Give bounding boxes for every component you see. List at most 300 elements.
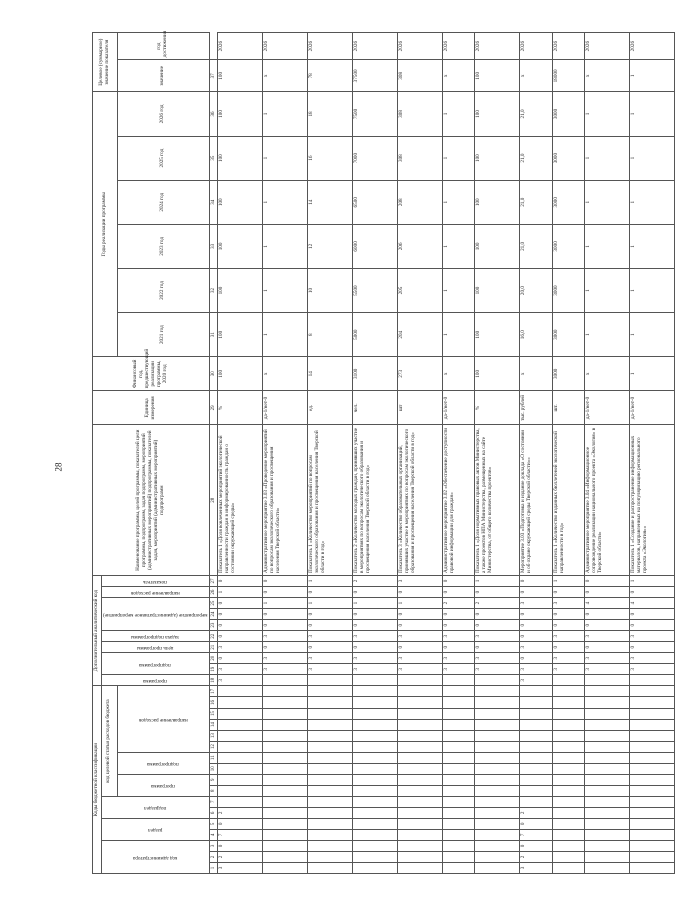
code-cell: 2: [353, 575, 398, 586]
row-target-value: 78: [308, 60, 353, 92]
code-cell: 2: [520, 807, 552, 818]
code-cell: [475, 697, 520, 708]
row-fin-year: 14: [308, 357, 353, 391]
code-cell: [263, 851, 308, 862]
code-cell: [443, 697, 475, 708]
row-unit: тыс. рублей: [520, 391, 552, 425]
code-cell: [308, 818, 353, 829]
code-cell: 3: [552, 598, 584, 609]
code-cell: [584, 785, 629, 796]
code-cell: [353, 675, 398, 686]
code-cell: 0: [584, 620, 629, 631]
code-cell: [443, 840, 475, 851]
code-cell: [443, 818, 475, 829]
code-cell: [629, 807, 674, 818]
row-year-value: 1: [584, 268, 629, 312]
code-cell: 1: [475, 575, 520, 586]
code-cell: [584, 675, 629, 686]
code-cell: [308, 763, 353, 774]
code-cell: 0: [629, 609, 674, 620]
code-cell: 2: [520, 851, 552, 862]
code-cell: [520, 785, 552, 796]
header-year-5: 2025 год: [117, 136, 209, 180]
code-cell: 3: [552, 631, 584, 642]
code-cell: [353, 829, 398, 840]
row-fin-year: 100: [475, 357, 520, 391]
code-cell: [398, 862, 443, 873]
code-cell: [263, 763, 308, 774]
row-target-year: 2026: [520, 33, 552, 60]
code-cell: [353, 774, 398, 785]
code-cell: 0: [475, 609, 520, 620]
code-cell: [443, 730, 475, 741]
code-cell: [443, 719, 475, 730]
code-cell: [552, 807, 584, 818]
code-cell: [308, 862, 353, 873]
code-cell: [629, 708, 674, 719]
code-cell: [629, 862, 674, 873]
header-target-year: год достижения: [117, 33, 209, 60]
code-cell: [353, 719, 398, 730]
column-number: 1: [209, 862, 218, 873]
code-cell: 0: [263, 620, 308, 631]
code-cell: [443, 675, 475, 686]
code-cell: 0: [443, 587, 475, 598]
row-target-year: 2026: [398, 33, 443, 60]
code-cell: 3: [475, 653, 520, 664]
code-cell: 3: [218, 675, 263, 686]
row-fin-year: х: [263, 357, 308, 391]
code-cell: [398, 730, 443, 741]
table-row: [218, 33, 263, 874]
code-cell: 3: [584, 653, 629, 664]
row-year-value: 1: [443, 268, 475, 312]
code-cell: 0: [308, 642, 353, 653]
code-cell: 1: [308, 598, 353, 609]
header-section: раздел: [101, 818, 209, 840]
row-target-value: 37500: [353, 60, 398, 92]
code-cell: 3: [520, 862, 552, 873]
column-number: 33: [209, 224, 218, 268]
row-unit: да-1/нет-0: [629, 391, 674, 425]
code-cell: [475, 785, 520, 796]
row-target-year: 2026: [353, 33, 398, 60]
column-number: 21: [209, 642, 218, 653]
column-number: 6: [209, 807, 218, 818]
row-fin-year: 100: [218, 357, 263, 391]
code-cell: 7: [218, 829, 263, 840]
row-year-value: 6000: [353, 224, 398, 268]
column-number: 32: [209, 268, 218, 312]
code-cell: [218, 697, 263, 708]
table-row: [475, 33, 520, 874]
column-number: 19: [209, 664, 218, 675]
code-cell: 7: [520, 829, 552, 840]
column-number: 15: [209, 708, 218, 719]
column-number: 12: [209, 741, 218, 752]
code-cell: [398, 796, 443, 807]
row-year-value: 1: [263, 180, 308, 224]
code-cell: [552, 697, 584, 708]
row-fin-year: 3000: [552, 357, 584, 391]
row-year-value: 21,0: [520, 92, 552, 136]
table-row: [398, 33, 443, 874]
column-number: 24: [209, 609, 218, 620]
column-number: 18: [209, 675, 218, 686]
column-number: 2: [209, 851, 218, 862]
code-cell: [353, 697, 398, 708]
code-cell: [308, 730, 353, 741]
code-cell: [584, 851, 629, 862]
code-cell: [584, 829, 629, 840]
code-cell: [520, 741, 552, 752]
code-cell: [353, 862, 398, 873]
row-name: Показатель 2 «Количество молодых граждан, принявших участие в мероприятиях по вопросам экологического образования и просвещения населения Тверской области в год»: [353, 425, 398, 575]
code-cell: [552, 862, 584, 873]
code-cell: 0: [353, 620, 398, 631]
code-cell: 3: [629, 631, 674, 642]
code-cell: 0: [218, 631, 263, 642]
code-cell: 0: [263, 609, 308, 620]
code-cell: 3: [520, 664, 552, 675]
code-cell: [475, 719, 520, 730]
code-cell: [353, 752, 398, 763]
code-cell: [629, 840, 674, 851]
row-target-value: х: [520, 60, 552, 92]
header-subprogram: подпрограмма: [101, 653, 209, 675]
code-cell: [552, 851, 584, 862]
column-number: 3: [209, 840, 218, 851]
header-year-2: 2022 год: [117, 268, 209, 312]
code-cell: [629, 730, 674, 741]
code-cell: 1: [263, 598, 308, 609]
row-year-value: 21,0: [520, 224, 552, 268]
code-cell: [552, 818, 584, 829]
code-cell: 3: [218, 862, 263, 873]
code-cell: 3: [520, 675, 552, 686]
code-cell: 3: [398, 653, 443, 664]
code-cell: [475, 829, 520, 840]
column-number: 37: [209, 60, 218, 92]
row-fin-year: х: [584, 357, 629, 391]
code-cell: 0: [353, 642, 398, 653]
header-year-6: 2026 год: [117, 92, 209, 136]
code-cell: [398, 697, 443, 708]
code-cell: [308, 829, 353, 840]
code-cell: 3: [308, 664, 353, 675]
header-fin-year: Финансовый год, предшествующий реализации программы, 2020 год: [93, 357, 210, 391]
row-year-value: 1: [263, 268, 308, 312]
code-cell: 0: [263, 587, 308, 598]
row-target-year: 2026: [308, 33, 353, 60]
row-unit: да-1/нет-0: [263, 391, 308, 425]
code-cell: 3: [308, 653, 353, 664]
row-year-value: 1: [443, 136, 475, 180]
code-cell: 0: [218, 840, 263, 851]
code-cell: [308, 708, 353, 719]
column-number: 31: [209, 313, 218, 357]
row-unit: шт: [398, 391, 443, 425]
code-cell: [353, 796, 398, 807]
row-year-value: 1: [443, 92, 475, 136]
code-cell: 3: [520, 598, 552, 609]
code-cell: 0: [443, 609, 475, 620]
code-cell: [353, 686, 398, 697]
row-year-value: 100: [218, 92, 263, 136]
column-number: 4: [209, 829, 218, 840]
column-number: 9: [209, 774, 218, 785]
code-cell: [308, 785, 353, 796]
code-cell: 3: [552, 664, 584, 675]
code-cell: [629, 697, 674, 708]
row-unit: да-1/нет-0: [443, 391, 475, 425]
row-name: Показатель 1 «Количество мероприятий по вопросам экологического образования и просвещения населения Тверской области в год»: [308, 425, 353, 575]
row-year-value: 20,0: [520, 268, 552, 312]
row-year-value: 1: [584, 224, 629, 268]
row-target-year: 2026: [263, 33, 308, 60]
code-cell: [308, 796, 353, 807]
column-number: 5: [209, 818, 218, 829]
code-cell: 4: [584, 598, 629, 609]
code-cell: [475, 708, 520, 719]
code-cell: 0: [520, 653, 552, 664]
row-name: Показатель 1 «Доля вовлеченных мероприятий экологической направленности граждан в информированность граждан о состоянии окружающей среды»: [218, 425, 263, 575]
code-cell: [218, 763, 263, 774]
row-year-value: 1: [629, 268, 674, 312]
code-cell: [263, 807, 308, 818]
code-cell: 2: [475, 598, 520, 609]
row-year-value: 308: [398, 92, 443, 136]
header-budget-sub: код целевой статьи расходов бюджета: [101, 686, 117, 796]
code-cell: 0: [443, 620, 475, 631]
header-program: программа: [101, 675, 209, 686]
code-cell: [308, 741, 353, 752]
code-cell: [263, 675, 308, 686]
code-cell: [263, 840, 308, 851]
row-target-year: 2026: [552, 33, 584, 60]
code-cell: [263, 785, 308, 796]
header-event: мероприятие (административное мероприятие): [101, 598, 209, 631]
code-cell: 3: [263, 664, 308, 675]
header-year-3: 2023 год: [117, 224, 209, 268]
code-cell: [398, 829, 443, 840]
row-year-value: 100: [218, 224, 263, 268]
code-cell: 3: [584, 664, 629, 675]
row-fin-year: 3100: [353, 357, 398, 391]
code-cell: [398, 719, 443, 730]
code-cell: 2: [218, 851, 263, 862]
code-cell: [629, 851, 674, 862]
code-cell: 0: [629, 620, 674, 631]
code-cell: [552, 686, 584, 697]
code-cell: [263, 741, 308, 752]
row-target-value: 100: [475, 60, 520, 92]
code-cell: [475, 730, 520, 741]
code-cell: 3: [443, 664, 475, 675]
code-cell: [263, 686, 308, 697]
code-cell: 0: [218, 818, 263, 829]
code-cell: [629, 686, 674, 697]
code-cell: 3: [398, 664, 443, 675]
row-year-value: 100: [218, 136, 263, 180]
code-cell: [308, 686, 353, 697]
code-cell: [552, 675, 584, 686]
row-target-year: 2026: [475, 33, 520, 60]
row-year-value: 100: [475, 313, 520, 357]
code-cell: 3: [475, 664, 520, 675]
page-number: 28: [53, 462, 64, 472]
document-table-rotated: [92, 30, 648, 874]
row-fin-year: 273: [398, 357, 443, 391]
code-cell: [398, 840, 443, 851]
row-unit: чел.: [353, 391, 398, 425]
code-cell: [308, 851, 353, 862]
code-cell: [520, 708, 552, 719]
code-cell: [263, 774, 308, 785]
code-cell: 3: [398, 631, 443, 642]
row-year-value: 1: [629, 136, 674, 180]
code-cell: [584, 763, 629, 774]
code-cell: [398, 686, 443, 697]
code-cell: [443, 785, 475, 796]
column-number: 23: [209, 620, 218, 631]
column-number: 22: [209, 631, 218, 642]
header-budget-classifier: Коды бюджетной классификации: [93, 686, 102, 874]
row-target-value: 18000: [552, 60, 584, 92]
code-cell: 0: [263, 642, 308, 653]
row-year-value: 205: [398, 268, 443, 312]
code-cell: [520, 719, 552, 730]
code-cell: 0: [584, 609, 629, 620]
code-cell: [263, 818, 308, 829]
column-number: 26: [209, 587, 218, 598]
code-cell: [398, 675, 443, 686]
row-year-value: 1: [263, 92, 308, 136]
row-name: Показатель 3 «Количество образовательных организаций, принявших участие в мероприятиях по вопросам экологического образования и просвещения населения Тверской области в год»: [398, 425, 443, 575]
row-target-value: х: [584, 60, 629, 92]
row-year-value: 6500: [353, 180, 398, 224]
code-cell: 2: [443, 598, 475, 609]
row-year-value: 3000: [552, 92, 584, 136]
code-cell: [475, 840, 520, 851]
code-cell: 2: [218, 807, 263, 818]
code-cell: [353, 851, 398, 862]
code-cell: 0: [443, 642, 475, 653]
code-cell: 3: [443, 631, 475, 642]
row-year-value: 1: [263, 313, 308, 357]
column-number: 29: [209, 391, 218, 425]
code-cell: [398, 763, 443, 774]
row-name: Показатель 1 «Количество изданных бюллетеней экологической направленности в год»: [552, 425, 584, 575]
code-cell: [443, 686, 475, 697]
row-year-value: 1: [443, 313, 475, 357]
code-cell: [584, 697, 629, 708]
code-cell: [398, 818, 443, 829]
code-cell: [584, 818, 629, 829]
row-unit: %: [218, 391, 263, 425]
code-cell: [629, 719, 674, 730]
row-target-value: 1: [629, 60, 674, 92]
code-cell: 0: [308, 609, 353, 620]
row-year-value: 100: [218, 313, 263, 357]
code-cell: 0: [308, 620, 353, 631]
code-cell: 0: [584, 642, 629, 653]
code-cell: 0: [520, 631, 552, 642]
code-cell: 0: [552, 642, 584, 653]
code-cell: 0: [263, 575, 308, 586]
header-year-4: 2024 год: [117, 180, 209, 224]
row-name: Административное мероприятие 3.03 «Проведение мероприятий по вопросам экологического образования и просвещения населения Тверской области»: [263, 425, 308, 575]
row-year-value: 3000: [552, 136, 584, 180]
code-cell: [398, 785, 443, 796]
code-cell: 0: [552, 620, 584, 631]
row-year-value: 21,0: [520, 180, 552, 224]
code-cell: 1: [552, 575, 584, 586]
code-cell: 3: [263, 653, 308, 664]
code-cell: [584, 840, 629, 851]
code-cell: [218, 796, 263, 807]
code-cell: [353, 730, 398, 741]
row-year-value: 100: [218, 268, 263, 312]
row-year-value: 1: [584, 313, 629, 357]
row-year-value: 18: [308, 92, 353, 136]
column-number: 10: [209, 763, 218, 774]
header-direction-sub: направление расходов: [117, 686, 209, 752]
code-cell: 3: [353, 653, 398, 664]
table-row: [308, 33, 353, 874]
code-cell: 1: [398, 598, 443, 609]
row-year-value: 14: [308, 180, 353, 224]
header-subsection: подраздел: [101, 796, 209, 818]
column-number: 35: [209, 136, 218, 180]
row-year-value: 5500: [353, 268, 398, 312]
row-year-value: 206: [398, 224, 443, 268]
code-cell: 1: [353, 598, 398, 609]
code-cell: 3: [443, 653, 475, 664]
row-year-value: 3000: [552, 180, 584, 224]
code-cell: [475, 686, 520, 697]
row-name: Показатель 1 «Создание и распространение информационных материалов, направленных на популяризацию регионального проекта «Экология»»: [629, 425, 674, 575]
code-cell: [443, 741, 475, 752]
code-cell: 3: [520, 642, 552, 653]
row-year-value: 3000: [552, 224, 584, 268]
row-year-value: 100: [475, 180, 520, 224]
row-year-value: 1: [584, 180, 629, 224]
header-program-sub: программа: [117, 774, 209, 796]
code-cell: 1: [308, 575, 353, 586]
code-cell: [308, 697, 353, 708]
header-target: Целевое (суммарное) значение показателя: [93, 33, 118, 92]
row-unit: ед.: [308, 391, 353, 425]
code-cell: [629, 774, 674, 785]
code-cell: [552, 774, 584, 785]
header-goal: цель программы: [101, 642, 209, 653]
code-cell: [218, 774, 263, 785]
row-year-value: 3000: [552, 313, 584, 357]
code-cell: 0: [520, 575, 552, 586]
code-cell: [520, 697, 552, 708]
code-cell: [520, 686, 552, 697]
table-row: [584, 33, 629, 874]
code-cell: 3: [584, 631, 629, 642]
table-row: [552, 33, 584, 874]
code-cell: [398, 851, 443, 862]
code-cell: [218, 730, 263, 741]
code-cell: 0: [520, 620, 552, 631]
code-cell: [353, 741, 398, 752]
code-cell: 0: [443, 575, 475, 586]
column-number: 7: [209, 796, 218, 807]
